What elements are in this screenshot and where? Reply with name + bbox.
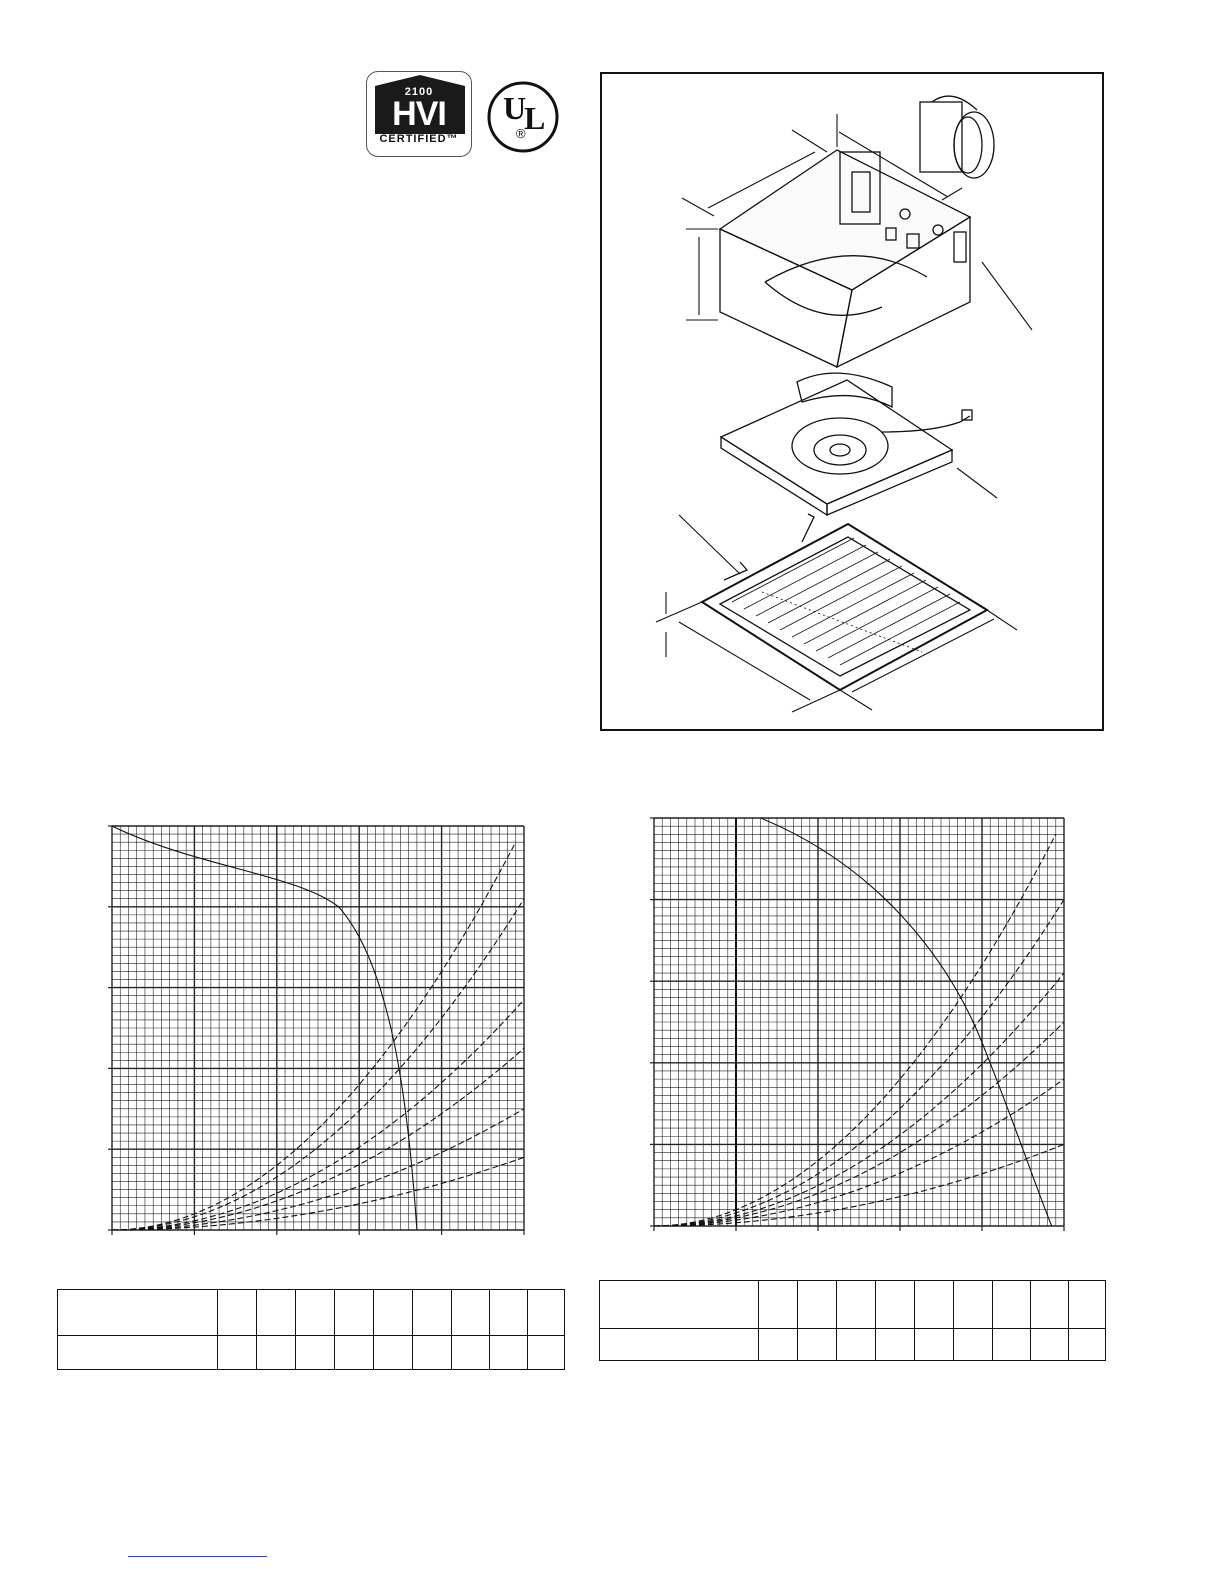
ul-u: U xyxy=(503,90,527,126)
table-cell xyxy=(600,1281,759,1329)
table-cell xyxy=(58,1290,218,1336)
table-cell xyxy=(915,1281,954,1329)
table-cell xyxy=(528,1336,565,1370)
table-row xyxy=(600,1281,1106,1329)
hvi-word: HVI xyxy=(392,95,446,133)
ul-registered: ® xyxy=(516,126,526,141)
table-cell xyxy=(335,1290,374,1336)
grille-drawing xyxy=(702,514,987,690)
table-cell xyxy=(413,1290,452,1336)
hvi-certified-logo xyxy=(366,71,472,157)
table-cell xyxy=(296,1290,335,1336)
table-cell xyxy=(837,1281,876,1329)
table-cell xyxy=(257,1290,296,1336)
table-cell xyxy=(876,1329,915,1361)
table-cell xyxy=(798,1329,837,1361)
table-cell xyxy=(876,1281,915,1329)
table-cell xyxy=(218,1290,257,1336)
hvi-number: 2100 xyxy=(404,86,434,98)
table-cell xyxy=(993,1281,1031,1329)
performance-chart-left xyxy=(104,822,528,1238)
table-cell xyxy=(954,1329,993,1361)
table-cell xyxy=(759,1281,798,1329)
table-cell xyxy=(374,1336,413,1370)
table-cell xyxy=(1031,1281,1069,1329)
table-cell xyxy=(490,1290,528,1336)
table-row xyxy=(600,1329,1106,1361)
table-cell xyxy=(798,1281,837,1329)
ul-logo xyxy=(486,80,560,154)
table-row xyxy=(58,1336,565,1370)
table-cell xyxy=(954,1281,993,1329)
table-cell xyxy=(58,1336,218,1370)
table-cell xyxy=(218,1336,257,1370)
table-cell xyxy=(335,1336,374,1370)
footer-link-underline[interactable] xyxy=(128,1556,267,1557)
table-cell xyxy=(600,1329,759,1361)
illustration-frame xyxy=(600,72,1104,731)
ul-l: L xyxy=(524,100,546,136)
table-cell xyxy=(915,1329,954,1361)
table-cell xyxy=(452,1290,490,1336)
table-cell xyxy=(374,1290,413,1336)
chart-grid xyxy=(650,818,1064,1231)
table-cell xyxy=(837,1329,876,1361)
chart-grid xyxy=(108,826,524,1235)
table-cell xyxy=(257,1336,296,1370)
table-cell xyxy=(413,1336,452,1370)
spec-table-left xyxy=(57,1289,565,1370)
table-cell xyxy=(759,1329,798,1361)
blower-plate-drawing xyxy=(721,373,972,515)
table-cell xyxy=(1069,1281,1106,1329)
performance-chart-right xyxy=(648,814,1068,1234)
table-cell xyxy=(1031,1329,1069,1361)
table-cell xyxy=(490,1336,528,1370)
table-cell xyxy=(1069,1329,1106,1361)
fan-exploded-illustration xyxy=(602,74,1102,729)
table-cell xyxy=(296,1336,335,1370)
spec-table-right xyxy=(599,1280,1106,1361)
table-row xyxy=(58,1290,565,1336)
table-cell xyxy=(993,1329,1031,1361)
duct-connector-drawing xyxy=(920,96,994,178)
hvi-certified-text: CERTIFIED™ xyxy=(379,133,459,145)
table-cell xyxy=(452,1336,490,1370)
table-cell xyxy=(528,1290,565,1336)
